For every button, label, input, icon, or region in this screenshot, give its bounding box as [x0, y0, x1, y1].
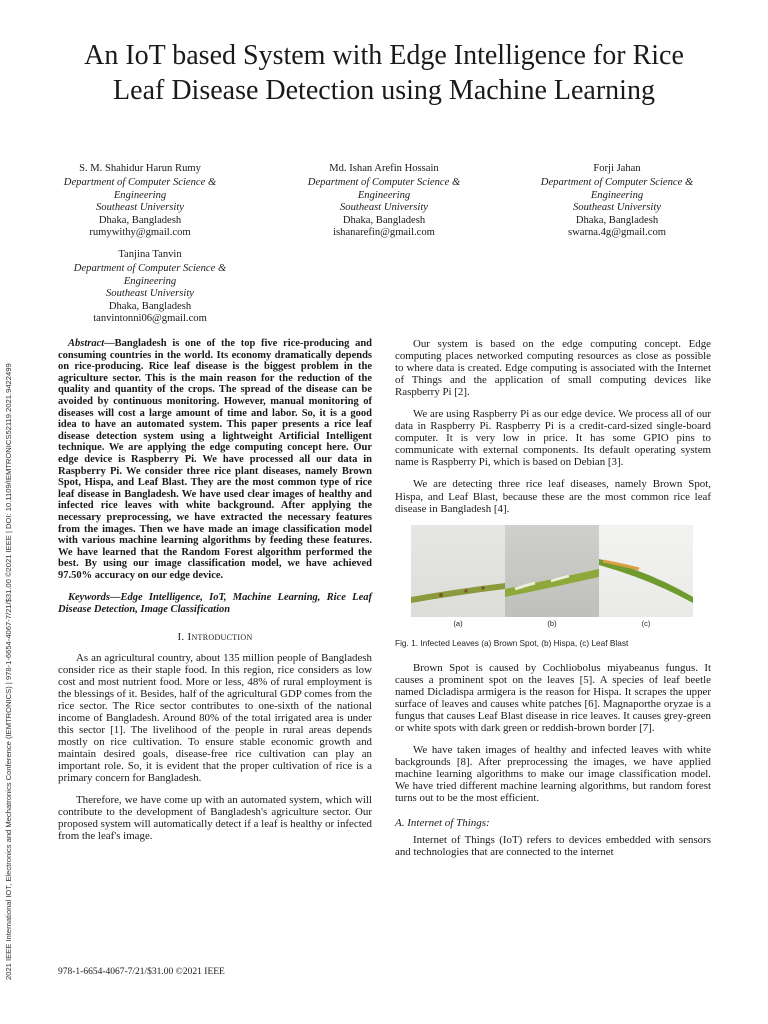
- page-footer: 978-1-6654-4067-7/21/$31.00 ©2021 IEEE: [58, 967, 225, 977]
- figure-sublabels: [411, 619, 693, 628]
- author-dept: Department of Computer Science & Engineering: [63, 177, 217, 201]
- right-column: [395, 338, 711, 858]
- author-email: tanvintonni06@gmail.com: [93, 313, 207, 325]
- intro-paragraph-1: As an agricultural country, about 135 million people of Bangladesh consider rice as their staple food. In this region, rice considers as low cost and most nutrient food. More or less, 48% of rural employment is the blessings of it. Besides, half of the agricultural GDP comes from the rice sector. The Rice sector contributes to one-sixth of the national income of Bangladesh. Around 80% of the total irrigated area is under this sector [1]. The livelihood of the people in rural areas depends mostly on rice cultivation. To ensure stable economic growth and maintain desired goals, disease-free rice cultivation can play an important role. So, it is evident that the proper cultivation of rice is a primary concern for Bangladesh.: [58, 651, 372, 785]
- author-city: Dhaka, Bangladesh: [98, 214, 182, 226]
- paper-title: An IoT based System with Edge Intelligence for Rice Leaf Disease Detection using Machine Learning: [84, 40, 684, 106]
- author-city: Dhaka, Bangladesh: [575, 214, 659, 226]
- author-block-4: [50, 249, 250, 325]
- author-city: Dhaka, Bangladesh: [342, 214, 426, 226]
- author-email: swarna.4g@gmail.com: [567, 227, 666, 239]
- author-dept: Department of Computer Science & Engineering: [307, 177, 461, 201]
- author-university: Southeast University: [106, 288, 194, 300]
- body-paragraph-edge: Our system is based on the edge computing concept. Edge computing places networked computing resources as close as possible to where data is created. Edge computing is associated with the Internet of Things and the application of small computing devices like Raspberry Pi [2].: [395, 338, 711, 399]
- abstract: [58, 338, 372, 581]
- body-paragraph-raspberry: We are using Raspberry Pi as our edge device. We process all of our data in Raspberry Pi. Raspberry Pi is a credit-card-sized single-board computer. It is very low in price. It has some GPIO pins to communicate with external components. Its default operating system name is Raspberry Pi, which is based on Debian [3].: [395, 408, 711, 469]
- author-name: Md. Ishan Arefin Hossain: [329, 163, 439, 174]
- body-paragraph-disease-causes: Brown Spot is caused by Cochliobolus miyabeanus fungus. It causes a prominent spot on the leaves [5]. A species of leaf beetle named Dicladispa armigera is the reason for Hispa. It scrapes the upper surface of leaves and causes white patches [6]. Magnaporthe oryzae is a fungus that causes Leaf Blast disease in rice leaves. It causes grey-green or white spots with dark green or reddish-brown border [7].: [395, 661, 711, 734]
- abstract-text: —Bangladesh is one of the top five rice-producing and consuming countries in the world. Its economy dramatically depends on rice-producing. Rice leaf disease is the biggest problem in the agriculture sector. This is the main reason for the reduction of the quality and quantity of the crops. The spread of the disease can be avoided by continuous monitoring. However, manual monitoring of diseases will cost a large amount of time and labor. So, it is a good idea to have an automated system. This paper presents a rice leaf disease detection system using a lightweight Artificial Intelligent technique. We are applying the edge computing concept here. Our edge device is Raspberry Pi. We have processed all our data in Raspberry Pi. We consider three rice plant diseases, namely Brown Spot, Hispa, and Leaf Blast. They are the most common type of rice leaf disease in Bangladesh. We have used clear images of healthy and infected rice leaves with white background. After applying the necessary preprocessing, we have extracted the necessary features from the images. Then we have made an image classification model with various machine learning algorithms by feeding these features. We have learned that the Random Forest algorithm performed the best. By using our image classification model, we have achieved 97.50% accuracy on our edge device.: [58, 338, 372, 581]
- side-note-text: 2021 IEEE International IOT, Electronics and Mechatronics Conference (IEMTRONICS) | 978-1-6654-4067-7/21/$31.00 ©2021 IEEE | DOI: 10.1109/IEMTRONICS52119.2021.9422499: [4, 363, 13, 980]
- author-name: Tanjina Tanvin: [118, 249, 182, 260]
- author-university: Southeast University: [340, 202, 428, 214]
- author-dept: Department of Computer Science & Engineering: [73, 263, 227, 287]
- subsection-heading-iot: A. Internet of Things:: [395, 817, 490, 830]
- author-university: Southeast University: [96, 202, 184, 214]
- author-email: ishanarefin@gmail.com: [333, 227, 435, 239]
- author-block-3: [517, 163, 717, 239]
- intro-paragraph-2: Therefore, we have come up with an automated system, which will contribute to the development of Bangladesh's agriculture sector. Our proposed system will automatically detect if a leaf is healthy or infected from the leaf's image.: [58, 794, 372, 843]
- keywords: Keywords—Edge Intelligence, IoT, Machine Learning, Rice Leaf Disease Detection, Image Classification: [58, 592, 372, 616]
- body-paragraph-images: We have taken images of healthy and infected leaves with white backgrounds [8]. After preprocessing the images, we have applied machine learning algorithms to make our image classification model. We have tried different machine learning algorithms, but random forest turns out to be the most efficient.: [395, 743, 711, 805]
- author-name: Forji Jahan: [593, 163, 641, 174]
- leaf-image-hispa: [505, 525, 599, 617]
- figure-label-c: (c): [641, 618, 651, 628]
- author-city: Dhaka, Bangladesh: [108, 300, 192, 312]
- figure-label-a: (a): [453, 618, 463, 628]
- author-dept: Department of Computer Science & Engineering: [540, 177, 694, 201]
- figure-label-b: (b): [547, 618, 557, 628]
- body-paragraph-iot: Internet of Things (IoT) refers to devices embedded with sensors and technologies that are connected to the internet: [395, 834, 711, 859]
- leaf-image-brown-spot: [411, 525, 505, 617]
- figure-infected-leaves: [411, 525, 693, 617]
- author-university: Southeast University: [573, 202, 661, 214]
- author-name: S. M. Shahidur Harun Rumy: [79, 163, 201, 174]
- section-heading-introduction: I. Introduction: [177, 630, 253, 643]
- body-paragraph-diseases: We are detecting three rice leaf diseases, namely Brown Spot, Hispa, and Leaf Blast, because these are the most common rice leaf disease in Bangladesh [4].: [395, 478, 711, 515]
- author-block-2: [284, 163, 484, 239]
- author-email: rumywithy@gmail.com: [89, 227, 191, 239]
- abstract-label: Abstract: [68, 338, 105, 349]
- side-copyright-note: [4, 240, 20, 980]
- author-block-1: [40, 163, 240, 239]
- left-column: [58, 338, 372, 842]
- leaf-image-leaf-blast: [599, 525, 693, 617]
- figure-caption: Fig. 1. Infected Leaves (a) Brown Spot, (b) Hispa, (c) Leaf Blast: [395, 637, 629, 648]
